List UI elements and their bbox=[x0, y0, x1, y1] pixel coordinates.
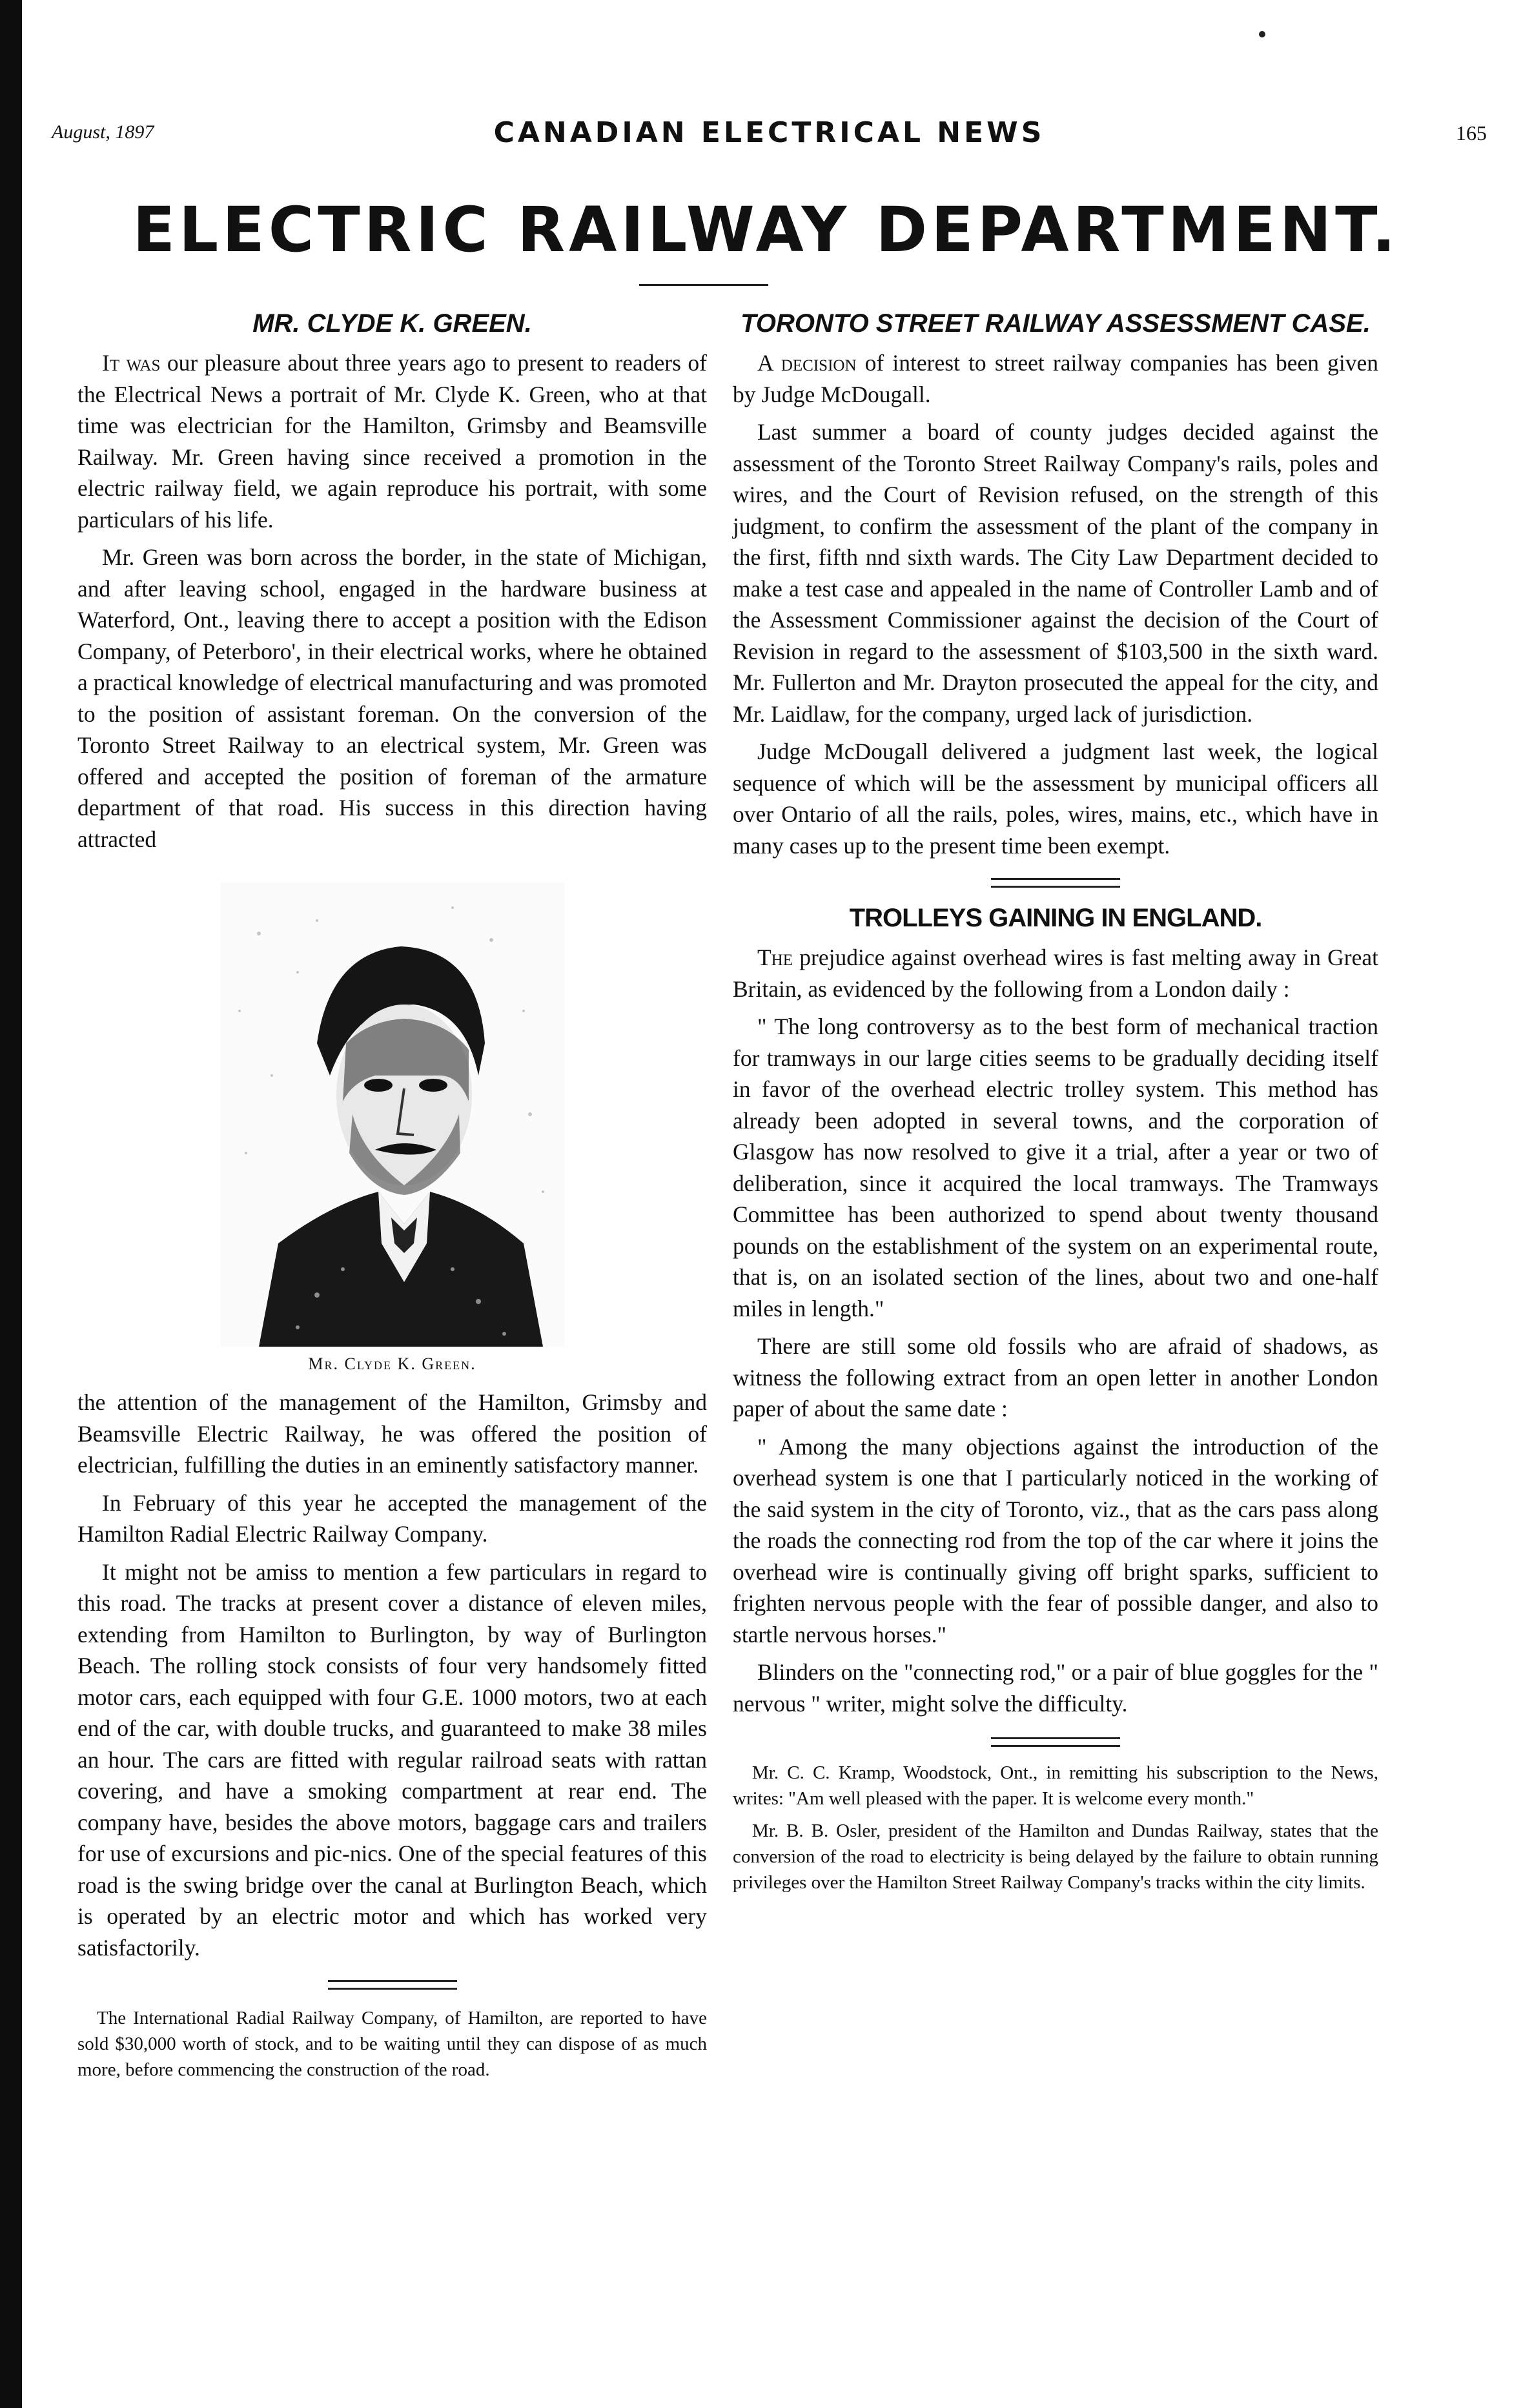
page-number: 165 bbox=[1456, 121, 1487, 145]
assessment-paragraph-3: Judge McDougall delivered a judgment last week, the logical sequence of which will be the assessment by municipal officers all over Ontario of all the rails, poles, wires, mains, etc., which have in many cases up to the present time been exempt. bbox=[733, 739, 1378, 859]
trolleys-lead-in: The bbox=[757, 944, 793, 970]
left-column bbox=[77, 309, 707, 2089]
assessment-paragraph-2: Last summer a board of county judges decided against the assessment of the Toronto Street Railway Company's rails, poles and wires, and the Court of Revision refused, on the strength of this judgment, to confirm the assessment of the plant of the company in the first, fifth nnd sixth wards. The City Law Department decided to make a test case and appealed in the name of Controller Lamb and of the Assessment Commissioner against the decision of the Court of Revision in regard to the assessment of $103,500 in the sixth ward. Mr. Fullerton and Mr. Drayton prosecuted the appeal for the city, and Mr. Laidlaw, for the company, urged lack of jurisdiction. bbox=[733, 419, 1378, 727]
green-paragraph-3: the attention of the management of the Hamilton, Grimsby and Beamsville Electric Railway, he was offered the position of electrician, fulfilling the duties in an eminently satisfactory manner. bbox=[77, 1389, 707, 1478]
trolleys-article-title: TROLLEYS GAINING IN ENGLAND. bbox=[849, 904, 1262, 932]
green-article-title: MR. CLYDE K. GREEN. bbox=[252, 309, 532, 338]
assessment-lead-in: A decision bbox=[757, 350, 857, 376]
trolleys-paragraph-1-text: prejudice against overhead wires is fast melting away in Great Britain, as evidenced by the following from a London daily : bbox=[733, 944, 1378, 1002]
trolleys-paragraph-2: " The long controversy as to the best form of mechanical traction for tramways in our large cities seems to be gradually deciding itself in favor of the overhead electric trolley system. This method has already been adopted in several towns, and the corporation of Glasgow has now resolved to give it a trial, after a year or two of deliberation, since it acquired the local tramways. The Tramways Committee has been authorized to spend about twenty thousand pounds on the establishment of the system on an experimental route, that is, on an isolated section of the lines, about two and one-half miles in length." bbox=[733, 1014, 1378, 1321]
green-lead-in: It was bbox=[102, 350, 161, 376]
assessment-paragraph-1 bbox=[733, 347, 1378, 410]
publication-title: CANADIAN ELECTRICAL NEWS bbox=[493, 116, 1045, 149]
portrait-image bbox=[220, 882, 565, 1347]
kramp-note: Mr. C. C. Kramp, Woodstock, Ont., in remitting his subscription to the News, writes: "Am well pleased with the paper. It is welcome every month." bbox=[733, 1762, 1378, 1809]
trolleys-paragraph-4: " Among the many objections against the introduction of the overhead system is one that I particularly noticed in the working of the said system in the city of Toronto, viz., that as the cars pass along the roads the connecting rod from the top of the car where it joins the overhead wire is continually giving off bright sparks, sufficient to frighten nervous people with the fear of possible danger, and also to startle nervous horses." bbox=[733, 1433, 1378, 1648]
section-divider bbox=[991, 1737, 1120, 1747]
right-column bbox=[733, 309, 1378, 1902]
green-paragraph-5: It might not be amiss to mention a few particulars in regard to this road. The tracks at present cover a distance of eleven miles, extending from Hamilton to Burlington, by way of Burlington Beach. The rolling stock consists of four very handsomely fitted motor cars, each equipped with four G.E. 1000 motors, two at each end of the car, with double trucks, and guaranteed to make 38 miles an hour. The cars are fitted with regular railroad seats with rattan covering, and have a smoking compartment at rear end. The company have, besides the above motors, baggage cars and trailers for use of excursions and pic-nics. One of the special features of this road is the swing bridge over the canal at Burlington Beach, which is operated by an electric motor and which has worked very satisfactorily. bbox=[77, 1558, 707, 1961]
ink-speck bbox=[1259, 31, 1265, 37]
page-binding-edge bbox=[0, 0, 22, 2408]
international-radial-note: The International Radial Railway Company, of Hamilton, are reported to have sold $30,000 worth of stock, and to be waiting until they can dispose of as much more, before commencing the construction of the road. bbox=[77, 2008, 707, 2080]
department-title: ELECTRIC RAILWAY DEPARTMENT. bbox=[132, 194, 1400, 266]
assessment-article-title: TORONTO STREET RAILWAY ASSESSMENT CASE. bbox=[740, 309, 1371, 338]
green-paragraph-1 bbox=[77, 347, 707, 535]
title-rule bbox=[639, 284, 768, 286]
section-divider bbox=[328, 1980, 457, 1990]
portrait-caption: Mr. Clyde K. Green. bbox=[308, 1354, 476, 1373]
section-divider bbox=[991, 878, 1120, 888]
trolleys-paragraph-3: There are still some old fossils who are afraid of shadows, as witness the following extract from an open letter in another London paper of about the same date : bbox=[733, 1333, 1378, 1422]
issue-date: August, 1897 bbox=[52, 121, 154, 143]
osler-note: Mr. B. B. Osler, president of the Hamilton and Dundas Railway, states that the conversion of the road to electricity is being delayed by the failure to obtain running privileges over the Hamilton Street Railway Company's tracks within the city limits. bbox=[733, 1821, 1378, 1893]
assessment-paragraph-1-text: of interest to street railway companies has been given by Judge McDougall. bbox=[733, 350, 1379, 407]
portrait-engraving bbox=[220, 882, 565, 1347]
running-head bbox=[52, 116, 1487, 155]
green-paragraph-2: Mr. Green was born across the border, in the state of Michigan, and after leaving school, engaged in the hardware business at Waterford, Ont., leaving there to accept a position with the Edison Company, of Peterboro', in their electrical works, where he obtained a practical knowledge of electrical manufacturing and was promoted to the position of assistant foreman. On the conversion of the Toronto Street Railway to an electrical system, Mr. Green was offered and accepted the position of foreman of the armature department of that road. His success in this direction having attracted bbox=[77, 544, 707, 852]
green-paragraph-4: In February of this year he accepted the management of the Hamilton Radial Electric Railway Company. bbox=[77, 1489, 707, 1547]
trolleys-paragraph-1 bbox=[733, 942, 1378, 1005]
trolleys-paragraph-5: Blinders on the "connecting rod," or a pair of blue goggles for the " nervous " writer, might solve the difficulty. bbox=[733, 1659, 1378, 1717]
green-paragraph-1-text: our pleasure about three years ago to present to readers of the Electrical News a portrait of Mr. Clyde K. Green, who at that time was electrician for the Hamilton, Grimsby and Beamsville Railway. Mr. Green having since received a promotion in the electric railway field, we again reproduce his portrait, with some particulars of his life. bbox=[77, 350, 707, 533]
